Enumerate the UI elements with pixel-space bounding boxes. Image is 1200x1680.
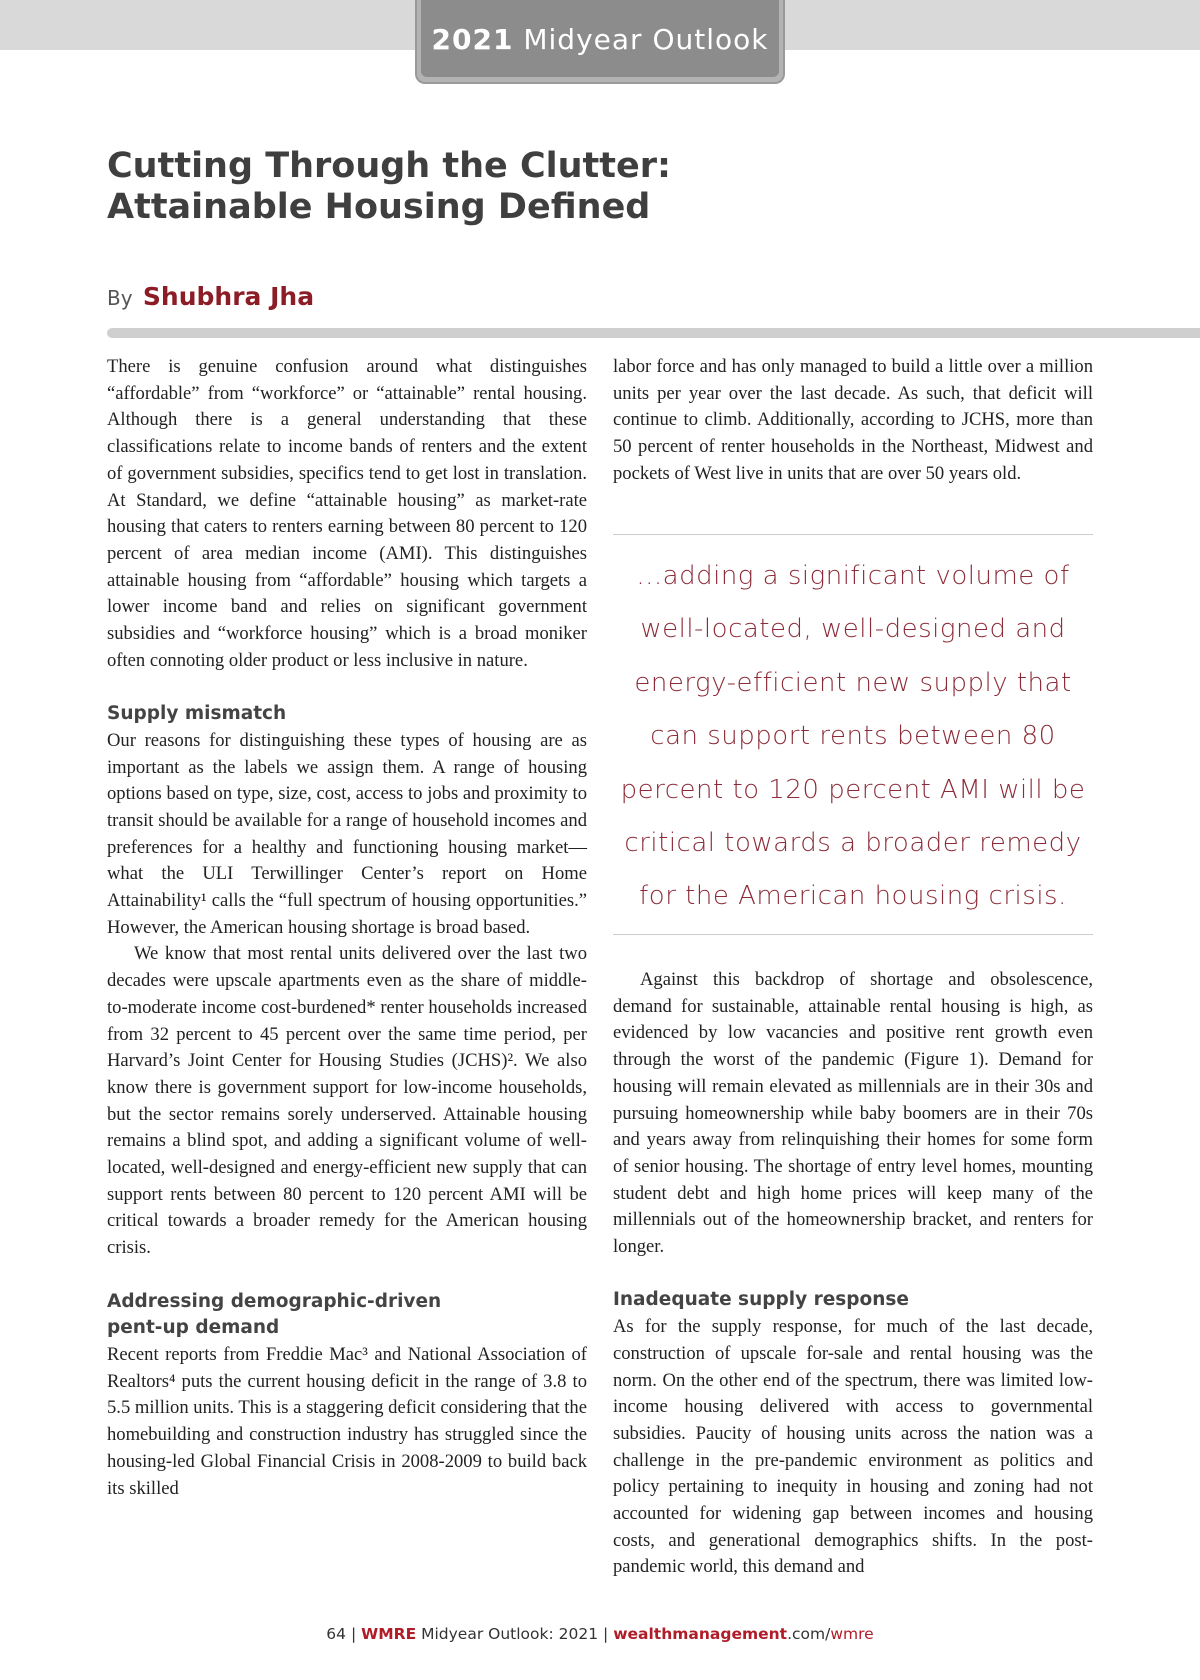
- right-column-top: [613, 354, 1093, 488]
- section-tab-year: 2021: [431, 23, 514, 56]
- section-tab-label: [421, 0, 779, 77]
- footer-separator-2: |: [603, 1625, 609, 1643]
- article-title-line-1: Cutting Through the Clutter:: [107, 146, 672, 186]
- continued-paragraph: labor force and has only managed to build a little over a million units per year over the last decade. As such, that deficit will continue to climb. Additionally, according to JCHS, more than 50 percent of renter households in the Northeast, Midwest and pockets of West live in units that are over 50 years old.: [613, 356, 1093, 484]
- heading-demographic-line-2: pent-up demand: [107, 1317, 280, 1339]
- backdrop-paragraph: Against this backdrop of shortage and obsolescence, demand for sustainable, attainable rental housing is high, as evidenced by low vacancies and positive rent growth even through the worst of the pandemic (Figure 1). Demand for housing will remain elevated as millennials are in their 30s and pursuing homeownership while baby boomers are in their 70s and years away from relinquishing their homes for some form of senior housing. The shortage of entry level homes, mounting student debt and high home prices will keep many of the millennials out of the homeownership bracket, and renters for longer.: [613, 969, 1093, 1258]
- byline-label: By: [107, 286, 133, 310]
- page-footer: [0, 1625, 1200, 1643]
- right-column-bottom: [613, 967, 1093, 1581]
- heading-demographic-line-1: Addressing demographic-driven: [107, 1290, 442, 1312]
- pull-quote-bottom-rule: [613, 934, 1093, 935]
- intro-paragraph: There is genuine confusion around what distinguishes “affordable” from “workforce” or “attainable” rental housing. Although there is a general understanding that these classifications relate to income bands of renters and the extent of government subsidies, specifics tend to get lost in translation. At Standard, we define “attainable housing” as market-rate housing that caters to renters earning between 80 percent to 120 percent of area median income (AMI). This distinguishes attainable housing from “affordable” housing which targets a lower income band and relies on significant government subsidies and “workforce housing” which is a broad moniker often connoting older product or less inclusive in nature.: [107, 356, 587, 671]
- byline: [107, 282, 314, 311]
- footer-separator-1: |: [350, 1625, 357, 1643]
- footer-brand: WMRE: [361, 1625, 417, 1643]
- section-tab-text: Midyear Outlook: [523, 23, 769, 56]
- footer-site-path: wmre: [830, 1625, 874, 1643]
- footer-site-domain: .com/: [787, 1625, 831, 1643]
- footer-site-name: wealthmanagement: [613, 1625, 788, 1643]
- footer-publication: Midyear Outlook: 2021: [421, 1625, 599, 1643]
- article-title: [107, 146, 907, 228]
- supply-paragraph-2: We know that most rental units delivered over the last two decades were upscale apartments even as the share of middle-to-moderate income cost-burdened* renter households increased from 32 percent to 45 percent over the same time period, per Harvard’s Joint Center for Housing Studies (JCHS)². We also know there is government support for low-income households, but the sector remains sorely underserved. Attainable housing remains a blind spot, and adding a significant volume of well-located, well-designed and energy-efficient new supply that can support rents between 80 percent to 120 percent AMI will be critical towards a broader remedy for the American housing crisis.: [107, 943, 587, 1259]
- inadequate-paragraph: As for the supply response, for much of the last decade, construction of upscale for-sale and rental housing was the norm. On the other end of the spectrum, there was limited low-income housing delivered with access to governmental subsidies. Paucity of housing units across the nation was a challenge in the pre-pandemic environment as politics and policy pertaining to inequity in housing and zoning had not accounted for widening gap between incomes and housing costs, and generational demographics shifts. In the post-pandemic world, this demand and: [613, 1316, 1093, 1578]
- title-divider: [107, 328, 1200, 338]
- pull-quote: ...adding a significant volume of well-located, well-designed and energy-efficient new supply that can support rents between 80 percent to 120 percent AMI will be critical towards a broader remedy for the American housing crisis.: [620, 561, 1086, 912]
- demographic-paragraph: Recent reports from Freddie Mac³ and National Association of Realtors⁴ puts the current housing deficit in the range of 3.8 to 5.5 million units. This is a staggering deficit considering that the homebuilding and construction industry has struggled since the housing-led Global Financial Crisis in 2008-2009 to build back its skilled: [107, 1343, 587, 1499]
- pull-quote-top-rule: [613, 534, 1093, 535]
- heading-demographic-demand: [107, 1289, 587, 1342]
- heading-inadequate-supply: Inadequate supply response: [613, 1289, 909, 1311]
- left-column: [107, 354, 587, 1502]
- footer-website[interactable]: [613, 1625, 874, 1643]
- heading-supply-mismatch: Supply mismatch: [107, 703, 287, 725]
- page-number: 64: [326, 1625, 347, 1643]
- supply-paragraph-1: Our reasons for distinguishing these types of housing are as important as the labels we assign them. A range of housing options based on type, size, cost, access to jobs and proximity to transit should be available for a range of household incomes and preferences for a healthy and functioning housing market—what the ULI Terwillinger Center’s report on Home Attainability¹ calls the “full spectrum of housing opportunities.” However, the American housing shortage is broad based.: [107, 729, 587, 938]
- section-tab: [417, 0, 783, 82]
- article-title-line-2: Attainable Housing Defined: [107, 187, 651, 227]
- author-name: Shubhra Jha: [142, 282, 315, 311]
